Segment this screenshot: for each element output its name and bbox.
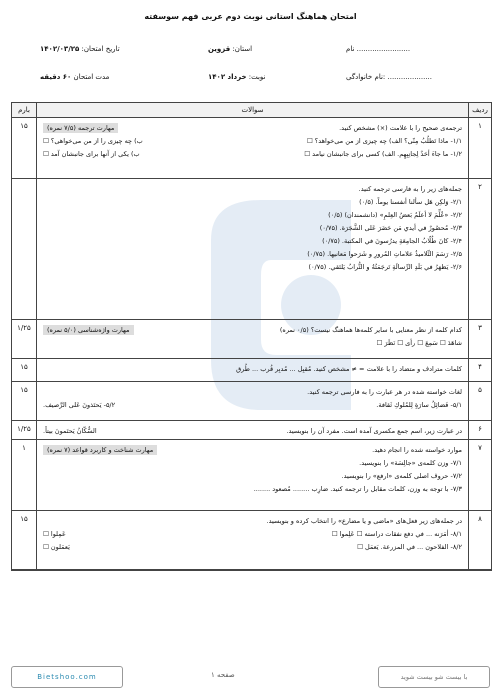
question-line xyxy=(43,134,462,147)
row-number: ۱ xyxy=(468,118,491,178)
question-line xyxy=(43,469,462,482)
question-side-text: يَعمَلون ☐ xyxy=(43,542,70,551)
question-content xyxy=(37,382,468,420)
question-line xyxy=(43,385,462,398)
row-number: ۷ xyxy=(468,440,491,510)
family-cell: نام خانوادگی: .................... xyxy=(346,73,433,81)
question-text: جمله‌های زیر را به فارسی ترجمه کنید. xyxy=(358,184,462,193)
exam-date-cell: تاریخ امتحان: ۱۴۰۲/۰۳/۲۵ xyxy=(40,45,120,53)
question-text: موارد خواسته شده را انجام دهید. xyxy=(372,445,462,454)
table-row xyxy=(12,118,491,179)
exam-page xyxy=(11,10,490,690)
question-text: ۲/۳- مُحصُورٌ في أيدي مَن حَضَرَ عَلی الشَّجَرَة. (۰/۷۵) xyxy=(319,223,462,232)
question-line xyxy=(43,514,462,527)
page-number: صفحه ۱ xyxy=(211,671,235,679)
row-score xyxy=(12,179,37,319)
question-side-text: عَمِلوا ☐ xyxy=(43,529,66,538)
question-text: ۲/۴- كانَ طُلّابُ الجامِعَةِ يدرُسونَ في المكتبة. (۰/۷۵) xyxy=(322,236,462,245)
question-text: در عبارت زیر، اسم جمع مکسری آمده است. مفرد آن را بنویسید. xyxy=(286,426,462,435)
duration-cell: مدت امتحان ۶۰ دقیقه xyxy=(40,73,110,81)
exam-title: امتحان هماهنگ استانی نوبت دوم عربی فهم سوسفته xyxy=(144,12,357,21)
question-side-text: مهارت ترجمه (۷/۵ نمره) xyxy=(43,123,118,133)
question-side-text: مهارت واژه‌شناسی (۵/۰ نمره) xyxy=(43,325,134,335)
question-content xyxy=(37,118,468,178)
row-score: ۱۵ xyxy=(12,359,37,381)
question-line xyxy=(43,182,462,195)
questions-table xyxy=(11,102,492,571)
header-row-1 xyxy=(11,39,490,59)
question-content xyxy=(37,359,468,381)
question-text: ۷/۳- با توجه به وزن، کلمات مقابل را ترجمه کنید. ضارِب ........ مُصعود ........ xyxy=(253,484,462,493)
table-row xyxy=(12,359,491,382)
question-text: ۲/۲- «عُلِّمَ لا أعلَمُ بَعضُ العِلمِ» (دانشمندان) (۰/۵) xyxy=(328,210,462,219)
question-text: لغات خواسته شده در هر عبارت را به فارسی ترجمه کنید. xyxy=(307,387,462,396)
question-line xyxy=(43,424,462,437)
row-score: ۱ xyxy=(12,440,37,510)
question-side-text: ب) چه چیزی را از من می‌خواهی؟ ☐ xyxy=(43,136,143,145)
question-line xyxy=(43,336,462,349)
question-line xyxy=(43,121,462,134)
table-head xyxy=(12,103,491,118)
question-text: کلمات مترادف و متضاد را با علامت = ≠ مشخص کنید. مُقبِل ... مُدبِر قُرب ... طُرق xyxy=(236,364,462,373)
table-row xyxy=(12,382,491,421)
question-text: ترجمه‌ی صحیح را با علامت (×) مشخص کنید. xyxy=(339,123,462,132)
question-text: ۲/۱- وَلكِن هَل سألنا أنفسنا يوماً. (۰/۵) xyxy=(359,197,462,206)
question-line xyxy=(43,221,462,234)
term-cell: نوبت: خرداد ۱۴۰۲ xyxy=(208,73,266,81)
table-row xyxy=(12,511,491,570)
question-line xyxy=(43,208,462,221)
question-line xyxy=(43,362,462,375)
site-link[interactable]: Bietshoo.com xyxy=(11,666,123,688)
question-text: ۱/۱- ماذا تَطلُبُ مِنّی؟ الف) چه چیزی از من می‌خواهد؟ ☐ xyxy=(306,136,462,145)
table-row xyxy=(12,440,491,511)
question-line xyxy=(43,247,462,260)
question-text: ۷/۲- حروف اصلی کلمه‌ی «ارفع» را بنویسید. xyxy=(341,471,462,480)
row-number: ۵ xyxy=(468,382,491,420)
question-line xyxy=(43,260,462,273)
question-content xyxy=(37,320,468,358)
table-row xyxy=(12,421,491,440)
question-text: ۷/۱- وزن کلمه‌ی «جالِسَة» را بنویسید. xyxy=(359,458,462,467)
table-row xyxy=(12,179,491,320)
question-line xyxy=(43,398,462,411)
question-side-text: السُّكّانُ يَحتَمونَ بيتاً. xyxy=(43,426,97,435)
question-side-text: ب) یکی از آنها برای جانبشان آمد ☐ xyxy=(43,149,140,158)
question-text: ۵/۱- فَضائِلُ سارَةٍ لِلمُلوكِ ثَقافة. xyxy=(376,400,462,409)
question-line xyxy=(43,234,462,247)
row-score: ۱۵ xyxy=(12,511,37,569)
col-score-header: بارم xyxy=(12,103,37,117)
question-side-text: مهارت شناخت و کاربرد قواعد (۷ نمره) xyxy=(43,445,157,455)
question-content xyxy=(37,179,468,319)
question-line xyxy=(43,443,462,456)
question-content xyxy=(37,440,468,510)
exam-header xyxy=(11,12,490,92)
col-q-header: سوالات xyxy=(241,106,264,114)
question-side-text: ۵/۲- يَحتَذونَ عَلی الرَّصيف. xyxy=(43,400,116,409)
table-row xyxy=(12,320,491,359)
question-line xyxy=(43,147,462,160)
question-text: ۸/۱- أمَرَنه ... في دفع نفقات دراسته ☐ عَلِموا ☐ xyxy=(331,529,462,538)
row-number: ۶ xyxy=(468,421,491,439)
question-text: ۱/۲- ما جاءَ أحَدٌ لِجانِبِهِم. الف) کسی برای جانبشان نیامد ☐ xyxy=(304,149,462,158)
motto-badge: با بیست شو بیست شوید xyxy=(378,666,490,688)
row-number: ۳ xyxy=(468,320,491,358)
question-content xyxy=(37,421,468,439)
question-text: ۲/۵- رَسَمَ التِّلاميذُ علاماتِ المُرورِ و شَرَحوا مَعانيها. (۰/۷۵) xyxy=(307,249,462,258)
row-score: ۱/۲۵ xyxy=(12,421,37,439)
question-line xyxy=(43,456,462,469)
header-row-2 xyxy=(11,67,490,87)
table-body xyxy=(12,118,491,570)
question-line xyxy=(43,527,462,540)
question-text: ۲/۶- يَظهَرُ في بَلَدِ الرِّسالَةِ تَرجَمَتُهُ و التُّرابُ يَلتَقي. (۰/۷۵) xyxy=(308,262,462,271)
row-score: ۱۵ xyxy=(12,118,37,178)
province-cell: استان: قزوین xyxy=(208,45,253,53)
question-text: کدام کلمه از نظر معنایی با سایر کلمه‌ها هماهنگ نیست؟ (۰/۵ نمره) xyxy=(279,325,462,334)
row-number: ۸ xyxy=(468,511,491,569)
question-text: ۸/۲- الفلاحون ... في المزرعة. يَعمَل ☐ xyxy=(357,542,462,551)
question-line xyxy=(43,195,462,208)
row-number: ۲ xyxy=(468,179,491,319)
name-cell: نام ........................ xyxy=(346,45,411,53)
row-score: ۱۵ xyxy=(12,382,37,420)
question-line xyxy=(43,323,462,336)
col-no-header: ردیف xyxy=(468,103,491,117)
question-content xyxy=(37,511,468,569)
question-line xyxy=(43,540,462,553)
page-footer xyxy=(11,666,490,686)
question-text: در جمله‌های زیر فعل‌های «ماضی و یا مضارع» را انتخاب کرده و بنویسید. xyxy=(266,516,462,525)
row-score: ۱/۲۵ xyxy=(12,320,37,358)
row-number: ۴ xyxy=(468,359,491,381)
question-line xyxy=(43,482,462,495)
question-text: شاهَدَ ☐ سَمِعَ ☐ رأی ☐ نَظَرَ ☐ xyxy=(376,338,462,347)
